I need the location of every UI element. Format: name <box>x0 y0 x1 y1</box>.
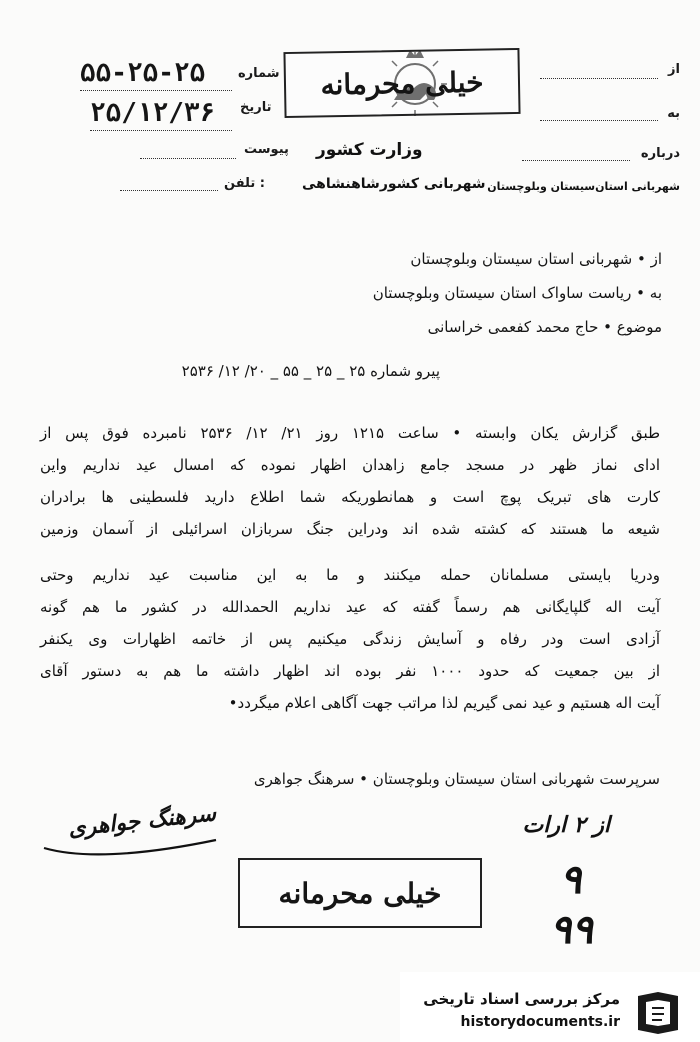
archive-website: historydocuments.ir <box>460 1014 620 1030</box>
letter-from-line: از • شهربانی استان سیستان وبلوچستان <box>410 250 662 268</box>
body-line-8: از بین جمعیت که حدود ۱۰۰۰ نفر بوده اند اظهار داشته ما هم به دستور آقای <box>40 662 660 680</box>
body-line-2: ادای نماز ظهر در مسجد جامع زاهدان اظهار نموده که امسال عید نداریم واین <box>40 456 660 474</box>
number-value: ۵۵-۲۵-۲۵ <box>80 58 206 88</box>
ministry-name: وزارت کشور <box>316 140 423 160</box>
phone-dotline <box>120 190 218 191</box>
date-value: ۲۵/۱۲/۳۶ <box>90 98 216 128</box>
top-confidential-stamp: خیلی محرمانه <box>283 48 520 118</box>
date-dotline <box>90 130 232 131</box>
bottom-confidential-stamp: خیلی محرمانه <box>238 858 482 928</box>
body-line-5: ودریا بایستی مسلمانان حمله میکنند و ما به این مناسبت عید نداریم وحتی <box>40 566 660 584</box>
body-line-3: کارت های تبریک پوچ است و همانطوریکه شما اطلاع دارید فلسطینی ها برادران <box>40 488 660 506</box>
body-line-6: آیت اله گلپایگانی هم رسماً گفته که عید نداریم الحمدالله در کشور ما هم گونه <box>40 598 660 616</box>
body-line-7: آزادی است ودر رفاه و آسایش زندگی میکنیم پس از خاتمه اظهارات وی یکنفر <box>40 630 660 648</box>
body-line-1: طبق گزارش یکان وابسته • ساعت ۱۲۱۵ روز ۲۱/ ۱۲/ ۲۵۳۶ نامبرده فوق پس از <box>40 424 661 442</box>
signature-stroke-icon <box>40 826 220 866</box>
archive-center-name: مرکز بررسی اسناد تاریخی <box>423 990 620 1008</box>
date-label: تاریخ <box>240 100 272 115</box>
cc-handwritten-note: از ۲ ارات <box>522 812 610 838</box>
body-line-4: شیعه ما هستند که کشته شده اند ودراین جنگ سربازان اسرائیلی از آسمان وزمین <box>40 520 660 538</box>
to-label: به <box>667 106 680 121</box>
letter-subject-line: موضوع • حاج محمد کفعمی خراسانی <box>427 318 662 336</box>
reference-line: پیرو شماره ۲۵ _ ۲۵ _ ۵۵ _ ۲۰/ ۱۲/ ۲۵۳۶ <box>181 362 440 380</box>
subject-dotline <box>522 160 630 161</box>
phone-label: تلفن : <box>224 176 265 191</box>
from-label: از <box>668 62 680 77</box>
from-dotline <box>540 78 658 79</box>
margin-number-2: ۹۹ <box>550 906 593 953</box>
to-dotline <box>540 120 658 121</box>
police-province-label: شهربانی استان‌سیستان وبلوچستان <box>487 180 680 193</box>
number-dotline <box>80 90 232 91</box>
subject-label: درباره <box>640 146 680 161</box>
attachment-dotline <box>140 158 236 159</box>
letter-to-line: به • ریاست ساواک استان سیستان وبلوچستان <box>372 284 662 302</box>
handwritten-signature: سرهنگ جواهری <box>67 800 218 842</box>
body-line-9: آیت اله هستیم و عید نمی گیریم لذا مراتب جهت آگاهی اعلام میگردد• <box>228 694 660 712</box>
margin-number-1: ۹ <box>560 856 582 903</box>
archive-logo-icon <box>632 990 684 1036</box>
signature-line: سرپرست شهربانی استان سیستان وبلوچستان • سرهنگ جواهری <box>253 770 660 788</box>
number-label: شماره <box>238 66 280 81</box>
attachment-label: پیوست <box>244 142 289 157</box>
police-hq-name: شهربانی کشورشاهنشاهی <box>302 176 486 192</box>
